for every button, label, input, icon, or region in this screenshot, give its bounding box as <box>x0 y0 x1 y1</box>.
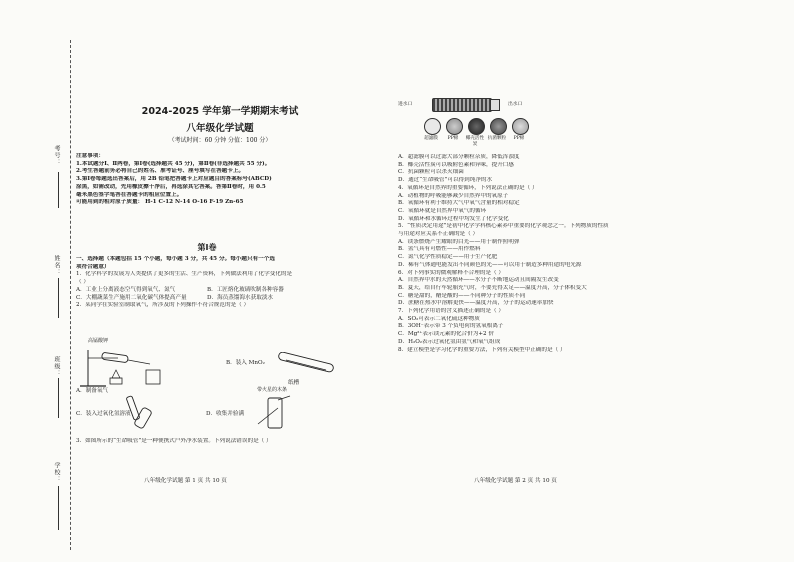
note-item: 毫米黑色签字笔答在答题卡的相应位置上。 <box>76 191 183 198</box>
exam-number-rule <box>58 172 59 208</box>
question-line: D．蔗糖在热水中溶解更快——温度升高，分子的运动速率加快 <box>398 300 554 307</box>
section-instruction: 项符合题意） <box>76 263 110 270</box>
name-label: 姓名： <box>53 255 60 276</box>
exam-number-label: 考号： <box>53 145 60 166</box>
q2-option-b: B．装入 MnO₂ <box>226 360 265 366</box>
filter-layer-4 <box>490 118 507 135</box>
question-line: 6．对下列事实的微观解释不合理的是（ ） <box>398 269 505 276</box>
question-line: 8．建立模型是学习化学的重要方法，下列有关模型中正确的是（ ） <box>398 346 566 353</box>
left-questions <box>76 256 338 310</box>
right-questions <box>398 154 630 354</box>
question-1: 1．化学科学的发展为人类提供了更多的生活、生产资料，下列做法利用了化学变化的是 <box>76 271 293 278</box>
question-line: B．椰壳活性炭可以吸附色素和异味，提升口感 <box>398 161 514 168</box>
q2-option-d: D．收集并验满 <box>206 411 245 417</box>
question-line: B．氧循环有利于维持大气中氧气含量的相对稳定 <box>398 200 520 207</box>
question-line: D．通过“生命吸管”可以得到纯净的水 <box>398 177 493 184</box>
exam-info: （考试时间：60 分钟 分值：100 分） <box>168 137 272 144</box>
gas-collection-diagram <box>254 394 314 432</box>
class-label: 班级： <box>53 356 60 377</box>
question-line: C．Mg²⁺表示镁元素的化合价为+2 价 <box>398 331 494 338</box>
question-line: 5．“性质决定用途”是初中化学学科核心素养中重要的化学观念之一。下列物质的性质 <box>398 223 609 230</box>
q2-figures <box>76 336 338 436</box>
question-line: D．氧循环和水循环过程中均发生了化学变化 <box>398 215 509 222</box>
exam-title: 2024-2025 学年第一学期期末考试 <box>141 106 299 117</box>
question-line: B．氢气具有可燃性——用作燃料 <box>398 246 481 253</box>
question-line: C．抗菌颗粒可以杀灭细菌 <box>398 169 464 176</box>
question-2: 2．某同学在实验室制取氧气，所涉及的下列操作不符合规范的是（ ） <box>76 302 250 309</box>
q1-options-row <box>76 295 338 303</box>
filter-label: 抗菌颗粒 <box>487 136 507 141</box>
note-item: 涂黑，如需改动，先用橡皮擦干净后，再选涂其它答案。答第Ⅱ卷时，用 0.5 <box>76 183 266 190</box>
heating-apparatus-diagram <box>76 344 166 388</box>
filter-layer-2 <box>446 118 463 135</box>
question-line: B．3OH⁻表示带 3 个负电荷的氢氧根离子 <box>398 323 504 330</box>
question-line: 7．下列化学用语的含义描述正确的是（ ） <box>398 308 505 315</box>
glowing-stick-label: 带火星的木条 <box>257 387 288 393</box>
question-3-block <box>76 438 338 446</box>
q1-options-row <box>76 287 338 295</box>
filter-label: 椰壳活性炭 <box>465 136 485 147</box>
filter-layer-3 <box>468 118 485 135</box>
q2-option-c: C．装入过氧化氢溶液 <box>76 411 131 417</box>
notes-block <box>76 153 338 207</box>
filter-label: 超滤膜 <box>424 136 438 141</box>
potassium-permanganate-label: 高锰酸钾 <box>88 338 109 344</box>
question-line: A．镁条燃烧产生耀眼的白光——用于制作照明弹 <box>398 238 520 245</box>
question-line: A．动植物的呼吸能够减少自然界中的氧原子 <box>398 192 509 199</box>
class-rule <box>58 378 59 418</box>
q1-option-c: C．大棚蔬菜生产施用二氧化碳气体提高产量 <box>76 294 187 301</box>
q1-option-d: D．海员蒸馏海水获取淡水 <box>207 294 274 301</box>
exam-subject: 八年级化学试题 <box>186 123 254 134</box>
question-line: D．H₂O₂表示过氧化氢由氢气和氧气组成 <box>398 338 501 345</box>
q2-option-a: A．制备氧气 <box>76 388 109 394</box>
school-rule <box>58 486 59 530</box>
question-line: B．夏天，给自行车轮胎充气时，不要充得太足——温度升高，分子体积变大 <box>398 284 587 291</box>
outlet-label: 出水口 <box>508 102 523 107</box>
atomic-masses: 可能用到的相对原子质量： H-1 C-12 N-14 O-16 F-19 Zn-65 <box>76 199 244 206</box>
note-item: 1.本试题分Ⅰ、Ⅱ两卷，第Ⅰ卷(选择题共 45 分)，第Ⅱ卷(非选择题共 55 分)。 <box>76 160 271 167</box>
question-line: D．稀有气体通电能发出不同颜色的光——可以用于制造多种用途的电光源 <box>398 261 582 268</box>
question-line: A．SO₂可表示二氧化硫这种物质 <box>398 315 480 322</box>
question-line: 4．氧循环是自然界的重要循环，下列说法正确的是（ ） <box>398 184 538 191</box>
school-label: 学校： <box>53 462 60 483</box>
question-line: C．氮气化学性质稳定——用于生产化肥 <box>398 254 498 261</box>
note-item: 3.第Ⅰ卷每题选出答案后，用 2B 铅笔把答题卡上对应题目的答案标号(ABCD) <box>76 176 272 183</box>
filter-label: PP棉 <box>513 136 525 141</box>
question-line: A．自然界中水的天然循环——水分子不断地运动且间隔发生改变 <box>398 277 559 284</box>
filter-layers-figure <box>420 0 525 150</box>
paper-trough-label: 纸槽 <box>288 380 300 386</box>
section-title: 第Ⅰ卷 <box>197 243 217 252</box>
question-line: C．糖是甜的，醋是酸的——不同种分子的性质不同 <box>398 292 526 299</box>
filter-label: PP棉 <box>447 136 459 141</box>
question-3: 3．如图所示的“生命吸管”是一种便携式户外净水装置。下列说法错误的是（ ） <box>76 438 272 444</box>
question-line: 与用途对应关系不正确的是（ ） <box>398 231 479 238</box>
notes-label: 注意事项： <box>76 153 104 159</box>
page-footer-right: 八年级化学试题 第 2 页 共 10 页 <box>474 478 557 484</box>
page-footer-left: 八年级化学试题 第 1 页 共 10 页 <box>144 478 227 484</box>
filter-layer-1 <box>424 118 441 135</box>
name-rule <box>58 278 59 318</box>
q1-option-a: A．工业上分离液态空气得到氧气、氮气 <box>76 286 176 293</box>
question-1-bracket: （ ） <box>76 279 89 286</box>
question-line: C．氧循环就是自然界中氧气的循环 <box>398 207 487 214</box>
test-tube-paper-diagram <box>276 352 338 374</box>
section-instruction: 一、选择题（本题包括 15 个小题，每小题 3 分，共 45 分。每小题只有一个选 <box>76 256 275 262</box>
binding-dashed-line <box>70 40 71 550</box>
note-item: 2.考生答题前务必将自己的姓名、准考证号、座号填写在答题卡上。 <box>76 168 245 175</box>
q1-option-b: B．工匠熔化玻璃吹制各种容器 <box>207 286 284 293</box>
binding-strip <box>12 40 67 550</box>
inlet-label: 进水口 <box>398 102 413 107</box>
filter-layer-5 <box>512 118 529 135</box>
question-line: A．超滤膜可以过滤大部分颗粒杂质，降低浑浊度 <box>398 154 520 160</box>
